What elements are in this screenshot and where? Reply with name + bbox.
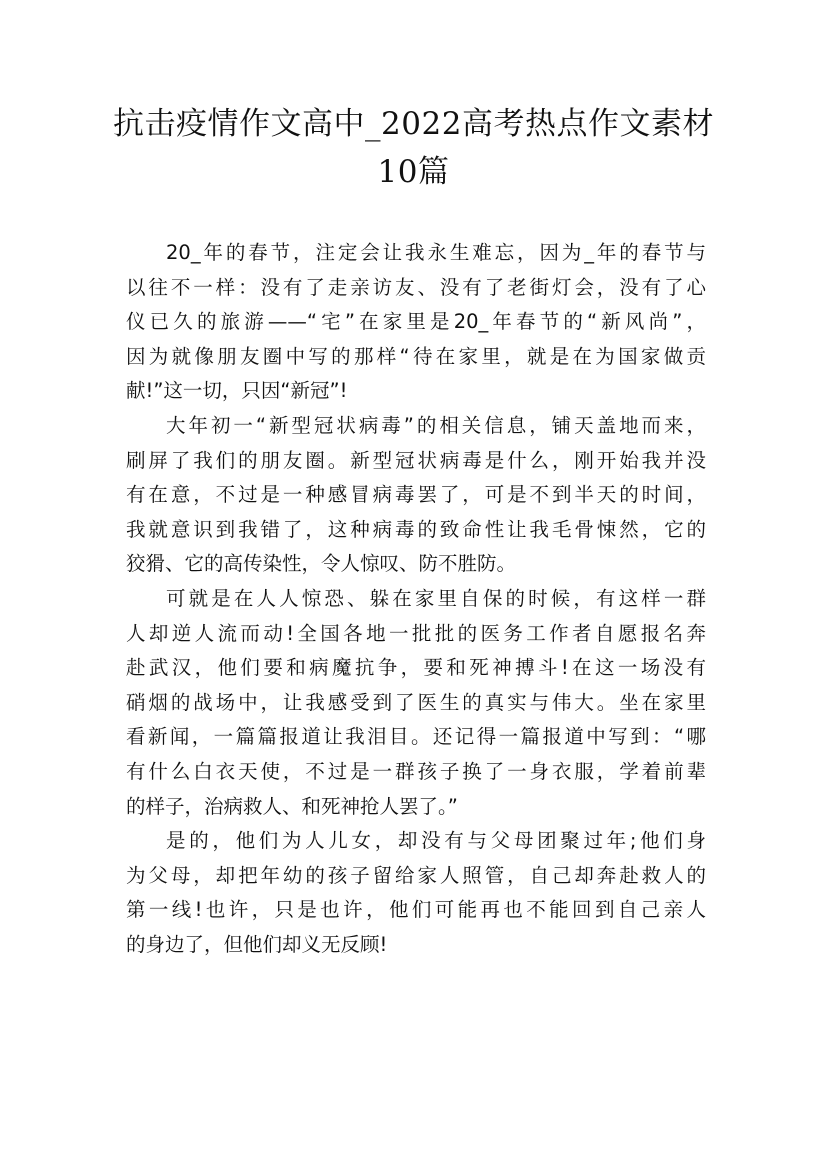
paragraph-line: 狡猾、它的高传染性，令人惊叹、防不胜防。	[126, 552, 517, 576]
paragraph-3	[126, 582, 706, 824]
paragraph-line: 人却逆人流而动!全国各地一批批的医务工作者自愿报名奔	[126, 621, 706, 645]
paragraph-line: 第一线!也许，只是也许，他们可能再也不能回到自己亲人	[126, 898, 706, 922]
paragraph-line: 以往不一样：没有了走亲访友、没有了老街灯会，没有了心	[126, 275, 706, 299]
paragraph-line: 大年初一“新型冠状病毒”的相关信息，铺天盖地而来，	[166, 413, 706, 437]
paragraph-line: 有什么白衣天使，不过是一群孩子换了一身衣服，学着前辈	[126, 759, 706, 783]
paragraph-line: 因为就像朋友圈中写的那样“待在家里，就是在为国家做贡	[126, 344, 706, 368]
document-body	[126, 236, 706, 962]
paragraph-line: 刷屏了我们的朋友圈。新型冠状病毒是什么，刚开始我并没	[126, 448, 706, 472]
paragraph-line: 献!”这一切，只因“新冠”!	[126, 379, 348, 403]
document-title	[100, 100, 727, 196]
title-line-2: 10篇	[377, 154, 450, 190]
paragraph-2	[126, 409, 706, 582]
paragraph-line: 赴武汉，他们要和病魔抗争，要和死神搏斗!在这一场没有	[126, 656, 706, 680]
paragraph-line: 20_年的春节，注定会让我永生难忘，因为_年的春节与	[166, 241, 706, 264]
paragraph-1	[126, 236, 706, 409]
paragraph-line: 硝烟的战场中，让我感受到了医生的真实与伟大。坐在家里	[126, 690, 706, 714]
paragraph-line: 为父母，却把年幼的孩子留给家人照管，自己却奔赴救人的	[126, 863, 706, 887]
paragraph-line: 的身边了，但他们却义无反顾!	[126, 932, 388, 956]
title-line-1: 抗击疫情作文高中_2022高考热点作文素材	[113, 106, 714, 142]
paragraph-4	[126, 824, 706, 962]
paragraph-line: 是的，他们为人儿女，却没有与父母团聚过年;他们身	[166, 829, 706, 853]
paragraph-line: 我就意识到我错了，这种病毒的致命性让我毛骨悚然，它的	[126, 517, 706, 541]
paragraph-line: 仪已久的旅游——“宅”在家里是20_年春节的“新风尚”，	[126, 310, 706, 334]
paragraph-line: 看新闻，一篇篇报道让我泪目。还记得一篇报道中写到：“哪	[126, 725, 706, 749]
paragraph-line: 可就是在人人惊恐、躲在家里自保的时候，有这样一群	[166, 586, 706, 610]
paragraph-line: 有在意，不过是一种感冒病毒罢了，可是不到半天的时间，	[126, 483, 706, 507]
paragraph-line: 的样子，治病救人、和死神抢人罢了。”	[126, 794, 458, 818]
